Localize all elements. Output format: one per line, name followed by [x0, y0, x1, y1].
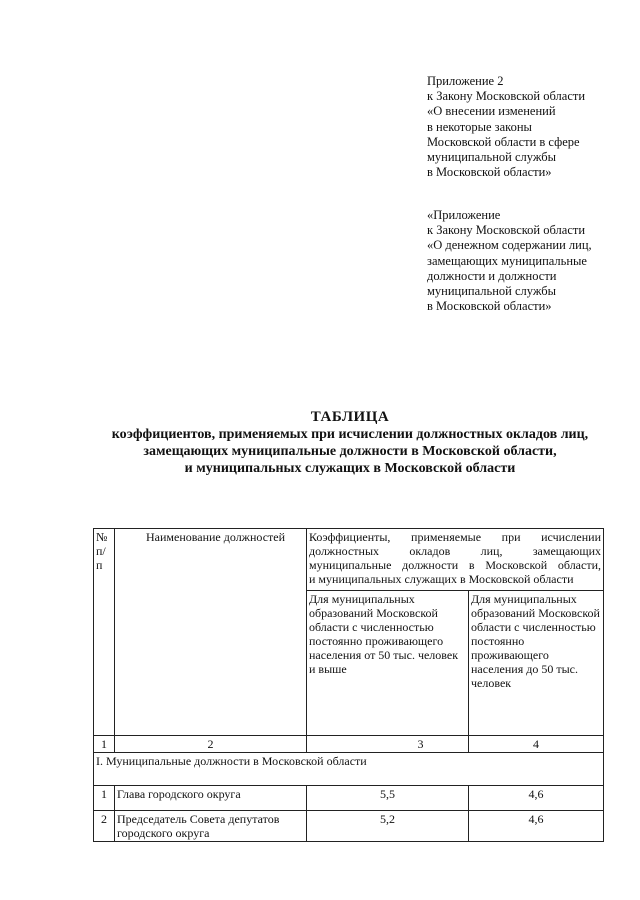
annex2-line: «Приложение: [427, 208, 501, 222]
index-cell: 1: [94, 736, 115, 753]
table-row: [94, 811, 604, 842]
annex2-line: к Закону Московской области: [427, 223, 586, 238]
row-value-large: 5,5: [307, 786, 469, 811]
row-value-small: 4,6: [469, 786, 604, 811]
header-coef-line: и муниципальных служащих в Московской области: [309, 572, 574, 586]
annex1-line: Приложение 2: [427, 74, 504, 88]
title-line: замещающих муниципальные должности в Московской области,: [143, 444, 557, 459]
index-cell: 3: [307, 736, 469, 753]
header-coef-line: должностных окладов лиц, замещающих: [309, 544, 601, 558]
title-line: коэффициентов, применяемых при исчислении должностных окладов лиц,: [111, 427, 589, 442]
table-index-row: [94, 736, 604, 753]
table-row: [94, 786, 604, 811]
header-coef-line: муниципальные должности в Московской области,: [309, 558, 601, 572]
title-heading: ТАБЛИЦА: [310, 409, 390, 425]
row-name: Глава городского округа: [115, 786, 307, 811]
subheader-large-cell: Для муниципальных образований Московской области с численностью постоянно проживающего населения от 50 тыс. человек и выше: [307, 591, 469, 736]
header-num-cell: [94, 529, 115, 736]
header-num-symbol: №: [96, 530, 108, 544]
annex2-line: муниципальной службы: [427, 284, 557, 299]
subheader-small-cell: Для муниципальных образований Московской области с численностью постоянно проживающего населения до 50 тыс. человек: [469, 591, 604, 736]
annex-header-1: [427, 74, 585, 180]
row-num: 2: [94, 811, 115, 842]
annex1-line: в Московской области»: [427, 165, 552, 180]
header-name-cell: Наименование должностей: [115, 529, 307, 736]
annex2-line: в Московской области»: [427, 299, 552, 314]
row-value-small: 4,6: [469, 811, 604, 842]
table-section-row: [94, 753, 604, 786]
annex2-line: «О денежном содержании лиц,: [427, 238, 592, 253]
header-num-abbr: п/п: [96, 544, 106, 572]
coefficients-table: [93, 528, 604, 842]
section-title: I. Муниципальные должности в Московской области: [94, 753, 604, 786]
annex1-line: к Закону Московской области: [427, 89, 586, 104]
header-coefficients-cell: [307, 529, 604, 591]
index-cell: 4: [469, 736, 604, 753]
annex1-line: Московской области в сфере: [427, 134, 580, 149]
annex1-line: муниципальной службы: [427, 150, 557, 165]
annex2-line: должности и должности: [427, 268, 557, 283]
title-line: и муниципальных служащих в Московской области: [184, 461, 516, 476]
annex1-line: «О внесении изменений: [427, 104, 556, 119]
document-title: [60, 408, 640, 477]
index-cell: 2: [115, 736, 307, 753]
row-value-large: 5,2: [307, 811, 469, 842]
header-coef-line: Коэффициенты, применяемые при исчислении: [309, 530, 601, 544]
annex2-line: замещающих муниципальные: [427, 253, 587, 268]
annex1-line: в некоторые законы: [427, 119, 532, 134]
annex-header-2: [427, 208, 592, 314]
row-num: 1: [94, 786, 115, 811]
row-name: Председатель Совета депутатов городского округа: [115, 811, 307, 842]
table-header-row: [94, 529, 604, 591]
